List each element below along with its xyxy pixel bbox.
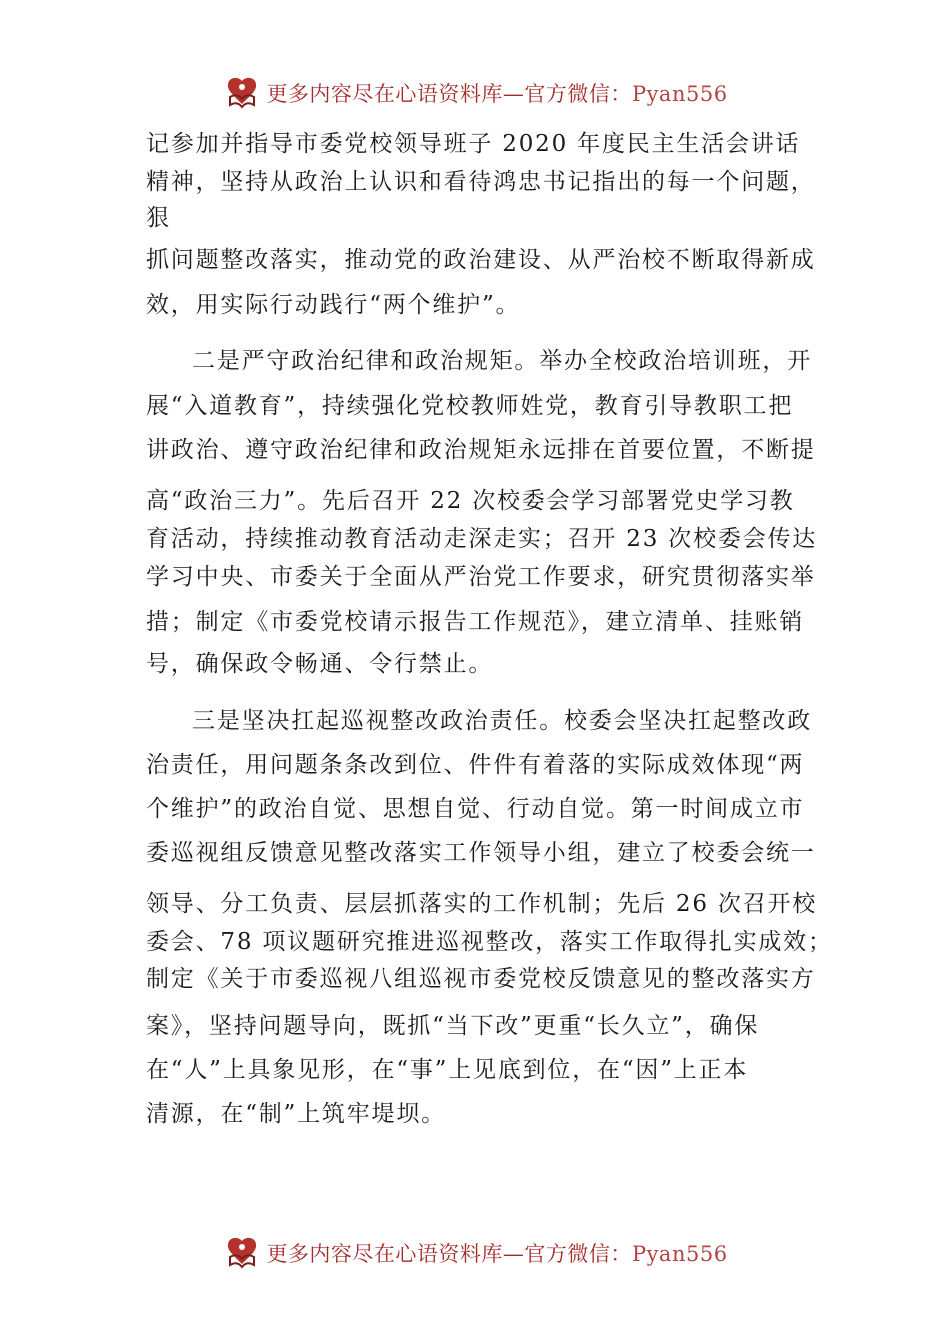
watermark-header <box>0 68 950 118</box>
text-line: 狠 <box>146 205 171 231</box>
text-line: 精神，坚持从政治上认识和看待鸿忠书记指出的每一个问题， <box>146 169 816 195</box>
watermark-text: 更多内容尽在心语资料库—官方微信： <box>266 82 632 106</box>
paragraph-heading-line: 三是坚决扛起巡视整改政治责任。校委会坚决扛起整改政 <box>192 708 812 734</box>
text-line: 领导、分工负责、层层抓落实的工作机制；先后 26 次召开校 <box>146 891 818 917</box>
text-line: 讲政治、遵守政治纪律和政治规矩永远排在首要位置，不断提 <box>146 437 816 463</box>
paragraph-heading-line: 二是严守政治纪律和政治规矩。举办全校政治培训班，开 <box>192 348 812 374</box>
book-heart-logo-icon <box>222 1233 262 1273</box>
text-line: 抓问题整改落实，推动党的政治建设、从严治校不断取得新成 <box>146 247 816 273</box>
text-line: 措；制定《市委党校请示报告工作规范》，建立清单、挂账销 <box>146 609 805 635</box>
text-line: 制定《关于市委巡视八组巡视市委党校反馈意见的整改落实方 <box>146 966 816 992</box>
text-line: 高“政治三力”。先后召开 22 次校委会学习部署党史学习教 <box>146 488 795 514</box>
text-line: 育活动，持续推动教育活动走深走实；召开 23 次校委会传达 <box>146 526 818 552</box>
text-line: 效，用实际行动践行“两个维护”。 <box>146 292 521 318</box>
text-line: 号，确保政令畅通、令行禁止。 <box>146 651 494 677</box>
text-line: 案》，坚持问题导向，既抓“当下改”更重“长久立”，确保 <box>146 1013 760 1039</box>
watermark-footer <box>0 1228 950 1278</box>
wechat-id: Pyan556 <box>631 82 728 106</box>
watermark-text: 更多内容尽在心语资料库—官方微信： <box>266 1242 632 1266</box>
text-line: 记参加并指导市委党校领导班子 2020 年度民主生活会讲话 <box>146 131 801 157</box>
text-line: 学习中央、市委关于全面从严治党工作要求，研究贯彻落实举 <box>146 564 816 590</box>
text-line: 治责任，用问题条条改到位、件件有着落的实际成效体现“两 <box>146 752 805 778</box>
text-line: 委巡视组反馈意见整改落实工作领导小组，建立了校委会统一 <box>146 840 816 866</box>
wechat-id: Pyan556 <box>631 1242 728 1266</box>
book-heart-logo-icon <box>222 73 262 113</box>
text-line: 个维护”的政治自觉、思想自觉、行动自觉。第一时间成立市 <box>146 796 805 822</box>
text-line: 清源，在“制”上筑牢堤坝。 <box>146 1101 446 1127</box>
text-line: 展“入道教育”，持续强化党校教师姓党，教育引导教职工把 <box>146 393 794 419</box>
text-line: 在“人”上具象见形，在“事”上见底到位，在“因”上正本 <box>146 1057 749 1083</box>
text-line: 委会、78 项议题研究推进巡视整改，落实工作取得扎实成效； <box>146 929 833 955</box>
